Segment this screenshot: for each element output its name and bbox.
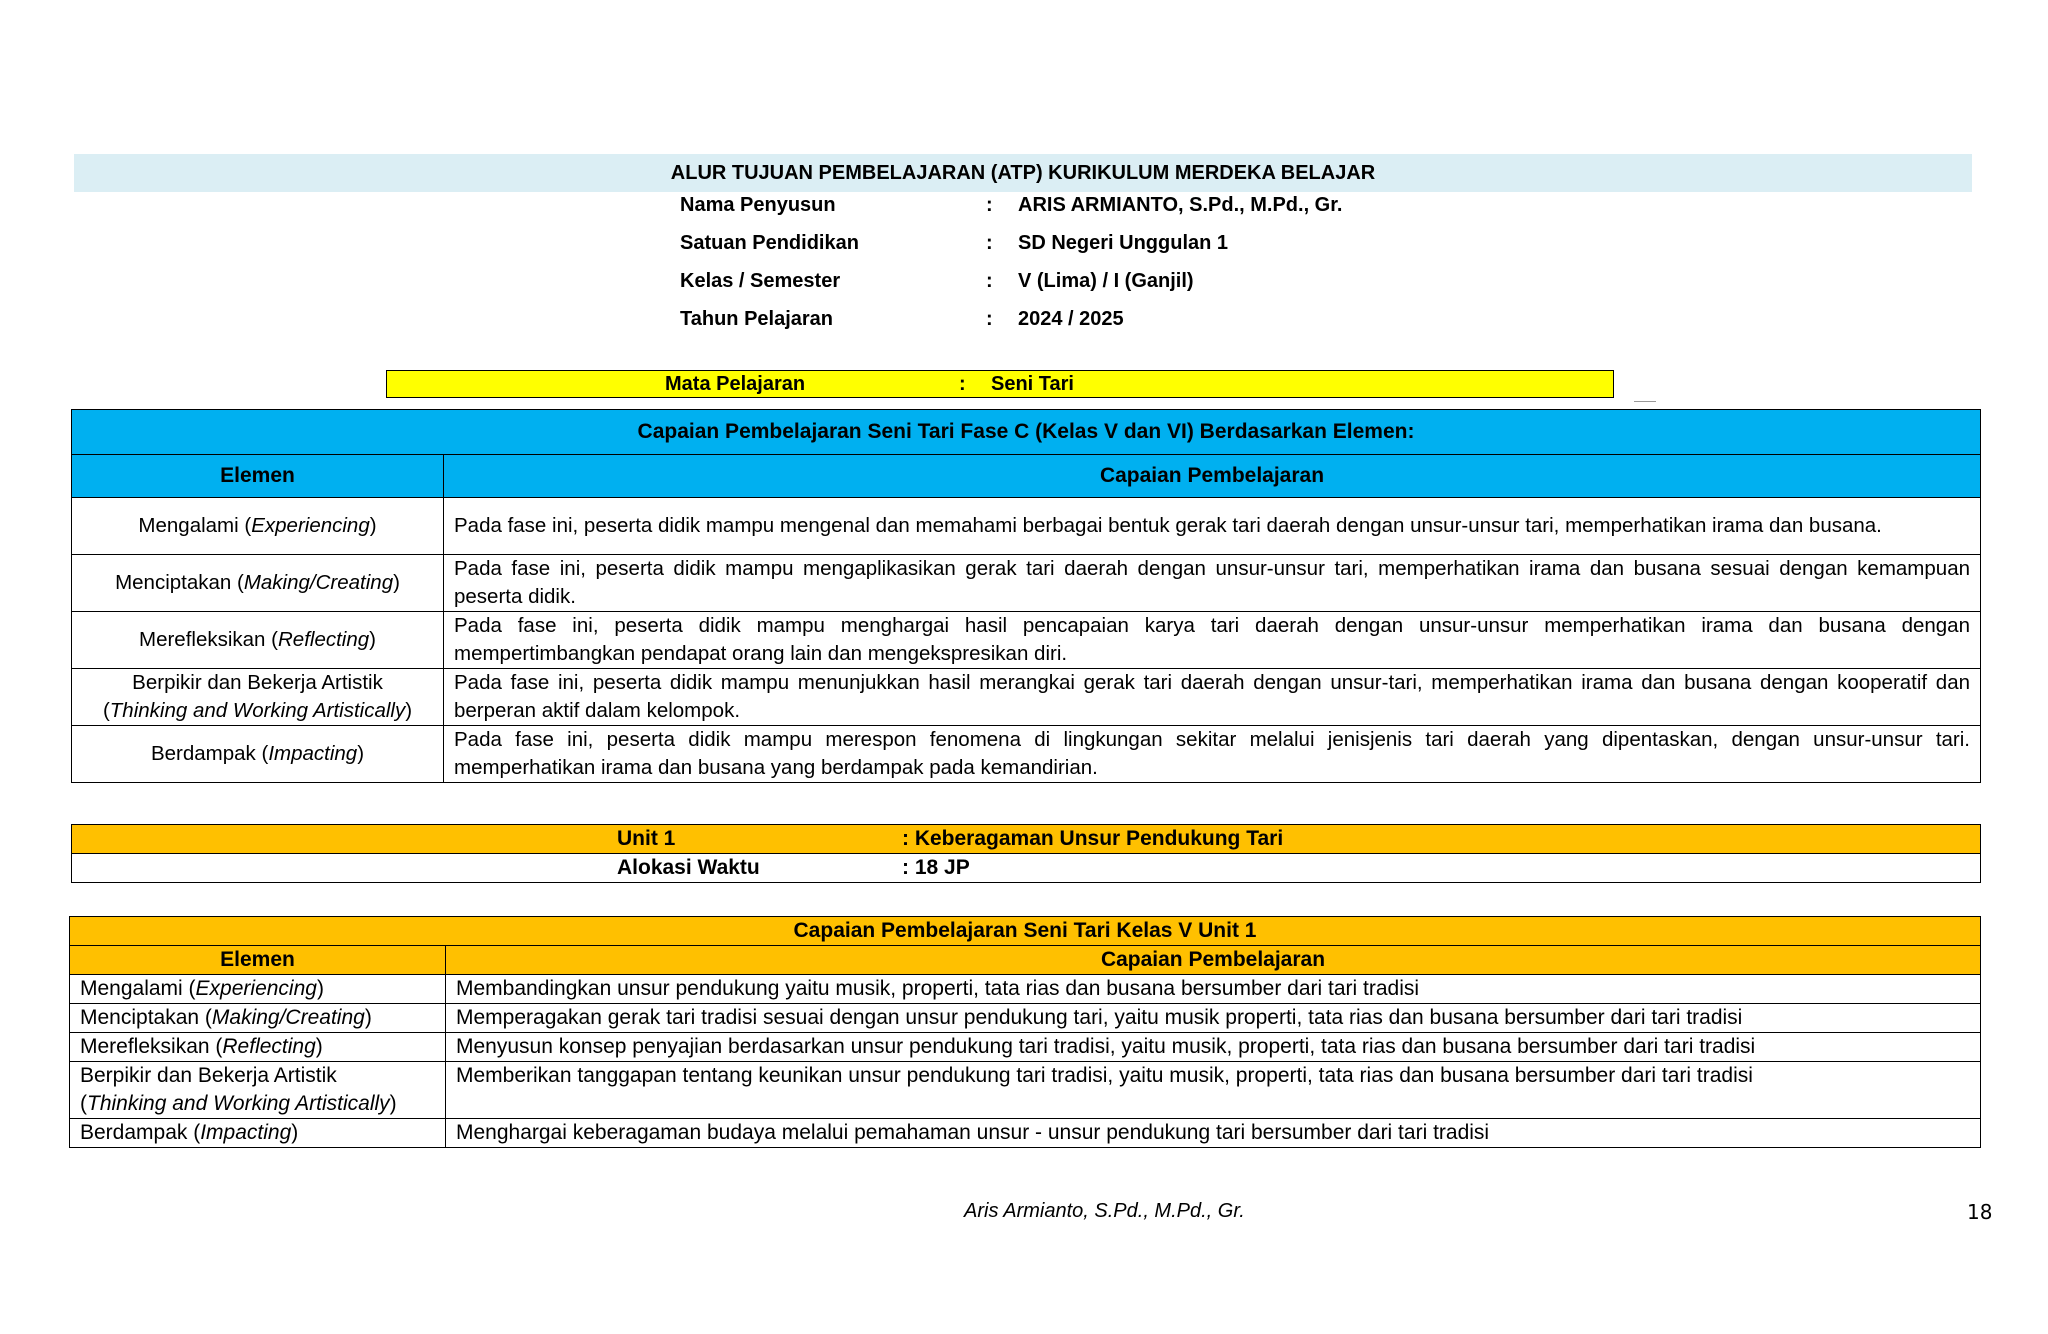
mapel-colon: : <box>959 373 966 395</box>
capaian-cell: Membandingkan unsur pendukung yaitu musik, properti, tata rias dan busana bersumber dari tari tradisi <box>446 975 1981 1004</box>
info-colon: : <box>986 308 993 330</box>
table-row <box>72 612 1981 669</box>
mata-pelajaran-bar <box>386 370 1614 398</box>
capaian-cell: Menyusun konsep penyajian berdasarkan unsur pendukung tari tradisi, yaitu musik, properti, tata rias dan busana bersumber dari tari tradisi <box>446 1033 1981 1062</box>
unit-label: Unit 1 <box>617 827 676 850</box>
document-title: ALUR TUJUAN PEMBELAJARAN (ATP) KURIKULUM MERDEKA BELAJAR <box>74 154 1972 192</box>
cp-unit-title: Capaian Pembelajaran Seni Tari Kelas V Unit 1 <box>70 917 1981 946</box>
col-capaian-header: Capaian Pembelajaran <box>446 946 1981 975</box>
table-row <box>72 555 1981 612</box>
capaian-cell: Memperagakan gerak tari tradisi sesuai dengan unsur pendukung tari, yaitu musik properti, tata rias dan busana bersumber dari tari tradisi <box>446 1004 1981 1033</box>
info-colon: : <box>986 270 993 292</box>
info-colon: : <box>986 194 993 216</box>
col-elemen-header: Elemen <box>72 455 444 498</box>
alokasi-row <box>72 854 1981 883</box>
capaian-cell: Memberikan tanggapan tentang keunikan unsur pendukung tari tradisi, yaitu musik, properti, tata rias dan busana bersumber dari tari tradisi <box>446 1062 1981 1119</box>
table-row <box>70 1033 1981 1062</box>
table-row <box>72 669 1981 726</box>
mapel-value: Seni Tari <box>991 373 1074 395</box>
table-row <box>72 498 1981 555</box>
unit-table <box>71 824 1981 883</box>
unit-value: : Keberagaman Unsur Pendukung Tari <box>902 827 1284 850</box>
table-row <box>70 1004 1981 1033</box>
table-row <box>70 1062 1981 1119</box>
col-capaian-header: Capaian Pembelajaran <box>444 455 1981 498</box>
mapel-label: Mata Pelajaran <box>665 373 806 395</box>
elemen-cell: Menciptakan (Making/Creating) <box>70 1004 446 1033</box>
table-row <box>70 975 1981 1004</box>
capaian-cell: Pada fase ini, peserta didik mampu mengaplikasikan gerak tari daerah dengan unsur-unsur tari, memperhatikan irama dan busana sesuai dengan kemampuan peserta didik. <box>444 555 1981 612</box>
info-label: Nama Penyusun <box>680 194 836 216</box>
elemen-cell: Mengalami (Experiencing) <box>72 498 444 555</box>
capaian-cell: Pada fase ini, peserta didik mampu merespon fenomena di lingkungan sekitar melalui jenisjenis tari daerah yang dipentaskan, dengan unsur-unsur tari. memperhatikan irama dan busana yang berdampak pada kemandirian. <box>444 726 1981 783</box>
table-row <box>72 726 1981 783</box>
info-label: Satuan Pendidikan <box>680 232 859 254</box>
cp-fase-title: Capaian Pembelajaran Seni Tari Fase C (Kelas V dan VI) Berdasarkan Elemen: <box>72 410 1981 455</box>
info-value: SD Negeri Unggulan 1 <box>1018 232 1229 254</box>
capaian-cell: Menghargai keberagaman budaya melalui pemahaman unsur - unsur pendukung tari bersumber dari tari tradisi <box>446 1119 1981 1148</box>
capaian-cell: Pada fase ini, peserta didik mampu mengenal dan memahami berbagai bentuk gerak tari daerah dengan unsur-unsur tari, memperhatikan irama dan busana. <box>444 498 1981 555</box>
elemen-cell: Berpikir dan Bekerja Artistik (Thinking and Working Artistically) <box>72 669 444 726</box>
elemen-cell: Berpikir dan Bekerja Artistik (Thinking and Working Artistically) <box>70 1062 446 1119</box>
elemen-cell: Berdampak (Impacting) <box>72 726 444 783</box>
unit-row <box>72 825 1981 854</box>
decorative-mark <box>1634 398 1656 402</box>
elemen-cell: Mengalami (Experiencing) <box>70 975 446 1004</box>
info-value: 2024 / 2025 <box>1018 308 1124 330</box>
cp-unit-table <box>69 916 1981 1148</box>
page-number: 18 <box>1967 1200 1993 1224</box>
info-label: Tahun Pelajaran <box>680 308 834 330</box>
col-elemen-header: Elemen <box>70 946 446 975</box>
elemen-cell: Merefleksikan (Reflecting) <box>70 1033 446 1062</box>
footer-author: Aris Armianto, S.Pd., M.Pd., Gr. <box>964 1200 1245 1222</box>
info-label: Kelas / Semester <box>680 270 841 292</box>
alokasi-label: Alokasi Waktu <box>617 856 760 879</box>
elemen-cell: Merefleksikan (Reflecting) <box>72 612 444 669</box>
info-value: ARIS ARMIANTO, S.Pd., M.Pd., Gr. <box>1018 194 1343 216</box>
info-colon: : <box>986 232 993 254</box>
capaian-cell: Pada fase ini, peserta didik mampu menunjukkan hasil merangkai gerak tari daerah dengan unsur-tari, memperhatikan irama dan busana dengan kooperatif dan berperan aktif dalam kelompok. <box>444 669 1981 726</box>
cp-fase-table <box>71 409 1981 783</box>
elemen-cell: Berdampak (Impacting) <box>70 1119 446 1148</box>
elemen-cell: Menciptakan (Making/Creating) <box>72 555 444 612</box>
table-row <box>70 1119 1981 1148</box>
capaian-cell: Pada fase ini, peserta didik mampu menghargai hasil pencapaian karya tari daerah dengan unsur-unsur memperhatikan irama dan busana dengan mempertimbangkan pendapat orang lain dan mengekspresikan diri. <box>444 612 1981 669</box>
info-value: V (Lima) / I (Ganjil) <box>1018 270 1194 292</box>
alokasi-value: : 18 JP <box>902 856 970 879</box>
